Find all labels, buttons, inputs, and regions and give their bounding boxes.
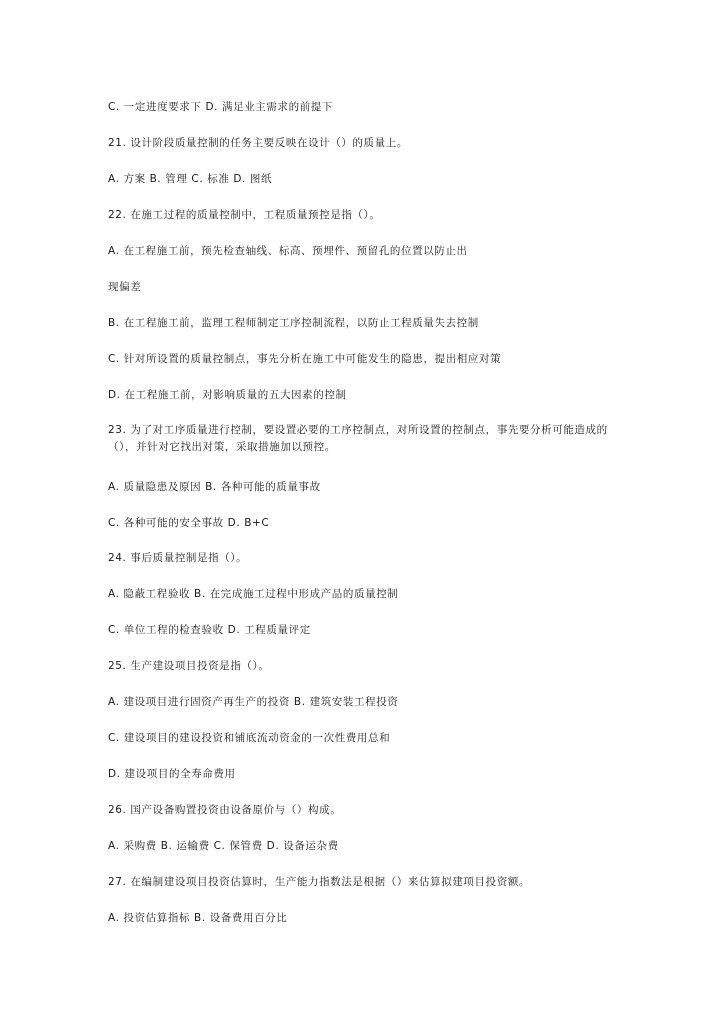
question-24: 24. 事后质量控制是指（）。 [108,552,248,564]
question-23: 23. 为了对工序质量进行控制，要设置必要的工序控制点，对所设置的控制点，事先要分析可能造成的（），并针对它找出对策，采取措施加以预控。 [108,424,608,453]
option-22-a: A. 在工程施工前，预先检查轴线、标高、预埋件、预留孔的位置以防止出 [108,245,468,257]
options-23-ab: A. 质量隐患及原因 B. 各种可能的质量事故 [108,481,321,493]
options-27-ab: A. 投资估算指标 B. 设备费用百分比 [108,912,288,924]
options-24-cd: C. 单位工程的检查验收 D. 工程质量评定 [108,624,311,636]
options-23-cd: C. 各种可能的安全事故 D. B+C [108,517,270,529]
question-25: 25. 生产建设项目投资是指（）。 [108,660,270,672]
option-22-d: D. 在工程施工前，对影响质量的五大因素的控制 [108,389,347,401]
option-25-d: D. 建设项目的全寿命费用 [108,768,236,780]
options-26: A. 采购费 B. 运输费 C. 保管费 D. 设备运杂费 [108,840,339,852]
question-27: 27. 在编制建设项目投资估算时，生产能力指数法是根据（）来估算拟建项目投资额。 [108,876,531,888]
options-24-ab: A. 隐蔽工程验收 B. 在完成施工过程中形成产品的质量控制 [108,588,399,600]
option-22-c: C. 针对所设置的质量控制点，事先分析在施工中可能发生的隐患，提出相应对策 [108,353,502,365]
question-26: 26. 国产设备购置投资由设备原价与（）构成。 [108,804,342,816]
options-21: A. 方案 B. 管理 C. 标准 D. 图纸 [108,173,273,185]
options-25-ab: A. 建设项目进行固资产再生产的投资 B. 建筑安装工程投资 [108,696,399,708]
question-21: 21. 设计阶段质量控制的任务主要反映在设计（）的质量上。 [108,137,408,149]
option-22-a-continued: 现偏差 [108,281,142,293]
option-25-c: C. 建设项目的建设投资和铺底流动资金的一次性费用总和 [108,732,391,744]
option-22-b: B. 在工程施工前，监理工程师制定工序控制流程，以防止工程质量失去控制 [108,317,479,329]
question-22: 22. 在施工过程的质量控制中，工程质量预控是指（）。 [108,209,381,221]
option-line: C. 一定进度要求下 D. 满足业主需求的前提下 [108,101,334,113]
